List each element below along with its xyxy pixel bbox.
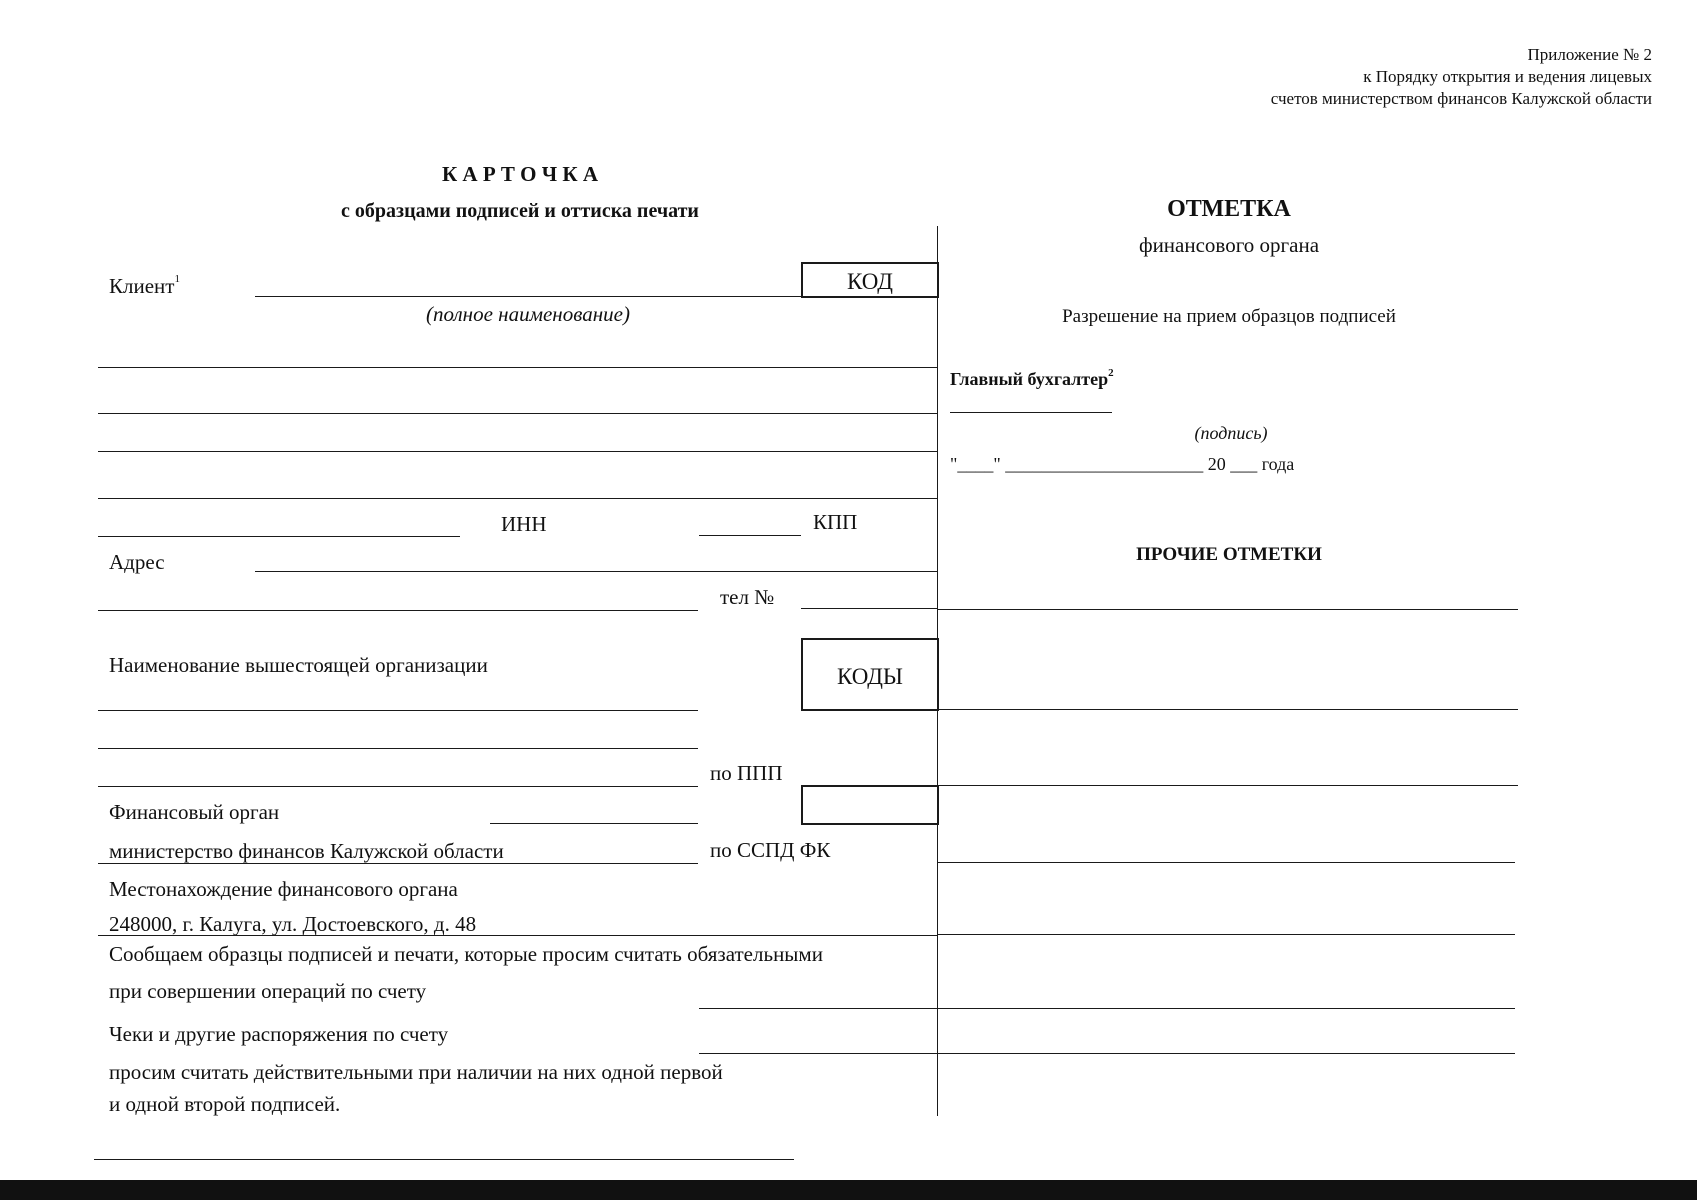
account-field-1[interactable] bbox=[699, 1008, 937, 1009]
address-label: Адрес bbox=[109, 550, 165, 574]
client-name-field[interactable] bbox=[255, 296, 802, 297]
permission-text: Разрешение на прием образцов подписей bbox=[1062, 306, 1396, 327]
other-marks-line-3[interactable] bbox=[937, 785, 1518, 786]
sspd-label: по ССПД ФК bbox=[710, 838, 831, 862]
other-marks-line-4[interactable] bbox=[937, 862, 1515, 863]
codes-box-label: КОДЫ bbox=[837, 664, 903, 689]
other-marks-line-2[interactable] bbox=[937, 709, 1518, 710]
other-marks-line-1[interactable] bbox=[937, 609, 1518, 610]
client-name-line-4[interactable] bbox=[98, 451, 937, 452]
signature-caption: (подпись) bbox=[1194, 423, 1268, 443]
chief-signature-field[interactable] bbox=[950, 412, 1112, 413]
phone-label: тел № bbox=[720, 585, 775, 609]
ppp-code-box[interactable] bbox=[801, 785, 939, 825]
notice-line-2: при совершении операций по счету bbox=[109, 979, 427, 1003]
location-value: 248000, г. Калуга, ул. Достоевского, д. 48 bbox=[109, 912, 477, 936]
ppp-label: по ППП bbox=[710, 761, 783, 785]
codes-box bbox=[801, 638, 939, 711]
notice-line-1: Сообщаем образцы подписей и печати, которые просим считать обязательными bbox=[109, 942, 823, 966]
inn-field[interactable] bbox=[98, 536, 460, 537]
client-name-line-3[interactable] bbox=[98, 413, 937, 414]
finance-body-field[interactable] bbox=[490, 823, 698, 824]
parent-org-field-3[interactable] bbox=[98, 786, 698, 787]
finance-body-label: Финансовый орган bbox=[109, 800, 280, 824]
parent-org-field-2[interactable] bbox=[98, 748, 698, 749]
client-name-line-2[interactable] bbox=[98, 367, 937, 368]
inn-label: ИНН bbox=[501, 512, 547, 536]
other-marks-line-5[interactable] bbox=[937, 934, 1515, 935]
card-subtitle: с образцами подписей и оттиска печати bbox=[341, 200, 699, 222]
parent-org-label: Наименование вышестоящей организации bbox=[109, 653, 488, 677]
chief-footnote: 2 bbox=[1108, 367, 1114, 379]
finance-body-underline bbox=[98, 863, 698, 864]
address-field[interactable] bbox=[255, 571, 937, 572]
card-title: К А Р Т О Ч К А bbox=[441, 162, 599, 186]
kpp-label: КПП bbox=[813, 510, 858, 534]
mark-subtitle: финансового органа bbox=[1138, 233, 1320, 257]
code-box-label: КОД bbox=[847, 269, 893, 294]
appendix-line-3: счетов министерством финансов Калужской области bbox=[1270, 89, 1652, 108]
appendix-line-2: к Порядку открытия и ведения лицевых bbox=[1363, 67, 1652, 86]
chief-accountant-label: Главный бухгалтер$^2$ bbox=[950, 367, 1114, 389]
account-field-2[interactable] bbox=[699, 1053, 937, 1054]
address-line-2[interactable] bbox=[98, 610, 698, 611]
scan-bottom-edge bbox=[0, 1180, 1697, 1200]
bottom-signature-line[interactable] bbox=[94, 1159, 794, 1160]
appendix-line-1: Приложение № 2 bbox=[1527, 45, 1652, 64]
checks-line: Чеки и другие распоряжения по счету bbox=[109, 1022, 449, 1046]
full-name-caption: (полное наименование) bbox=[426, 302, 630, 326]
location-underline bbox=[98, 935, 937, 936]
date-line[interactable]: "____" ______________________ 20 ___ года bbox=[950, 454, 1295, 474]
valid-line-2: и одной второй подписей. bbox=[109, 1092, 341, 1116]
client-footnote: 1 bbox=[174, 273, 180, 285]
code-box bbox=[801, 262, 939, 298]
parent-org-field-1[interactable] bbox=[98, 710, 698, 711]
client-name-line-5[interactable] bbox=[98, 498, 937, 499]
kpp-field[interactable] bbox=[699, 535, 801, 536]
other-marks-line-7[interactable] bbox=[937, 1053, 1515, 1054]
mark-title: ОТМЕТКА bbox=[1167, 196, 1291, 222]
other-marks-title: ПРОЧИЕ ОТМЕТКИ bbox=[1136, 544, 1322, 565]
other-marks-line-6[interactable] bbox=[937, 1008, 1515, 1009]
finance-body-value: министерство финансов Калужской области bbox=[109, 839, 504, 863]
client-label: Клиент$^1$ bbox=[109, 273, 180, 298]
valid-line-1: просим считать действительными при наличии на них одной первой bbox=[109, 1060, 723, 1084]
location-label: Местонахождение финансового органа bbox=[109, 877, 458, 901]
phone-field[interactable] bbox=[801, 608, 937, 609]
